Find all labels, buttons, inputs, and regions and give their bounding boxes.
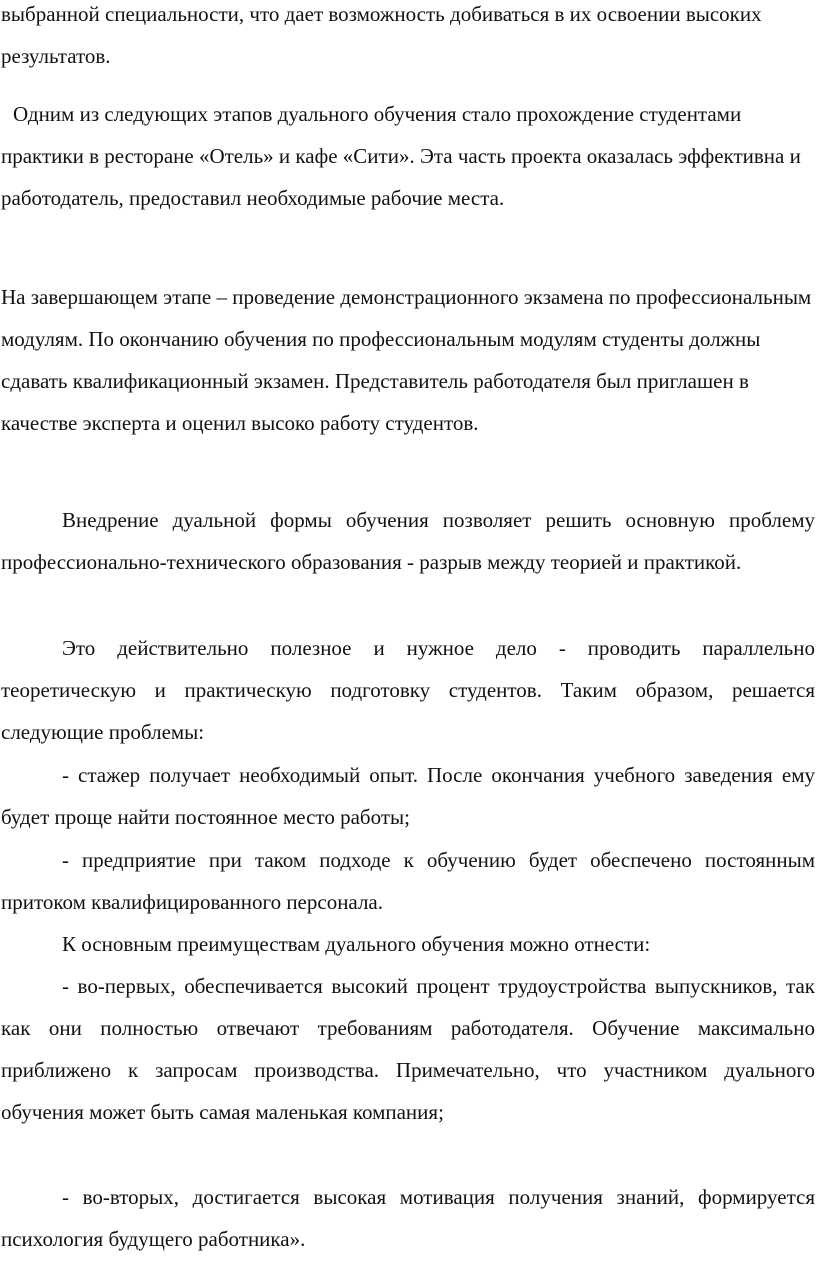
paragraph-advantages-intro: К основным преимуществам дуального обучения можно отнести: — [62, 932, 651, 956]
paragraph-continuation: выбранной специальности, что дает возможность добиваться в их освоении высоких результатов. — [1, 2, 762, 68]
list-item-second: - во-вторых, достигается высокая мотивация получения знаний, формируется психология будущего работника». — [1, 1185, 815, 1251]
paragraph-dual-form: Внедрение дуальной формы обучения позволяет решить основную проблему профессионально-технического образования - разрыв между теорией и практикой. — [1, 508, 815, 574]
paragraph-practice: Одним из следующих этапов дуального обучения стало прохождение студентами практики в ресторане «Отель» и кафе «Сити». Эта часть проекта оказалась эффективна и работодатель, предоставил необходимые рабочие места. — [1, 102, 801, 210]
paragraph-final-stage: На завершающем этапе – проведение демонстрационного экзамена по профессиональным модулям. По окончанию обучения по профессиональным модулям студенты должны сдавать квалификационный экзамен. Представитель работодателя был приглашен в качестве эксперта и оценил высоко работу студентов. — [1, 285, 812, 435]
list-item-first: - во-первых, обеспечивается высокий процент трудоустройства выпускников, так как они полностью отвечают требованиям работодателя. Обучение максимально приближено к запросам производства. Примечательно, что участником дуального обучения может быть самая маленькая компания; — [1, 974, 815, 1124]
paragraph-useful-work: Это действительно полезное и нужное дело - проводить параллельно теоретическую и практическую подготовку студентов. Таким образом, решается следующие проблемы: — [1, 636, 815, 744]
list-item-trainee: - стажер получает необходимый опыт. После окончания учебного заведения ему будет проще найти постоянное место работы; — [1, 763, 815, 829]
list-item-enterprise: - предприятие при таком подходе к обучению будет обеспечено постоянным притоком квалифицированного персонала. — [1, 848, 815, 914]
